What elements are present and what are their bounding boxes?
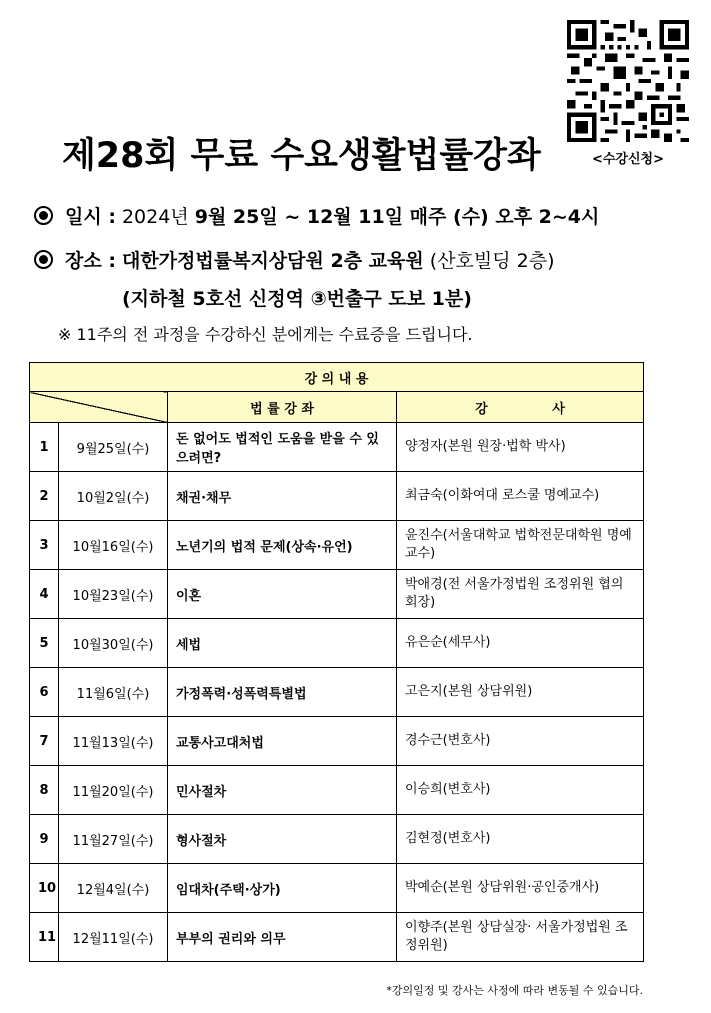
session-lecturer: 고은지(본원 상담위원) [397,668,644,717]
table-row [30,864,644,913]
session-number: 10 [30,864,59,913]
session-lecturer: 이승희(변호사) [397,766,644,815]
page-title: 제28회 무료 수요생활법률강좌 [62,136,541,176]
session-topic: 임대차(주택·상가) [168,864,397,913]
session-topic: 형사절차 [168,815,397,864]
table-row [30,668,644,717]
place-building: (산호빌딩 2층) [429,250,555,272]
session-date: 10월30일(수) [59,619,168,668]
column-header-lecturer: 강 사 [397,392,644,423]
place-directions: (지하철 5호선 신정역 ③번출구 도보 1분) [122,288,472,310]
session-topic: 이혼 [168,570,397,619]
qr-caption: <수강신청> [591,152,665,167]
session-number: 1 [30,423,59,472]
qr-code[interactable] [567,20,689,142]
session-lecturer: 이향주(본원 상담실장· 서울가정법원 조정위원) [397,913,644,962]
session-date: 11월27일(수) [59,815,168,864]
session-topic: 가정폭력·성폭력특별법 [168,668,397,717]
lecture-schedule-table [29,362,644,962]
date-year: 2024년 [121,206,189,228]
place-label: 장소 : [65,250,116,272]
table-row [30,766,644,815]
table-row [30,472,644,521]
session-topic: 민사절차 [168,766,397,815]
session-date: 11월6일(수) [59,668,168,717]
section-header: 강 의 내 용 [30,363,644,392]
session-date: 12월4일(수) [59,864,168,913]
column-header-topic: 법 률 강 좌 [168,392,397,423]
table-row [30,815,644,864]
place-name: 대한가정법률복지상담원 2층 교육원 [121,250,424,272]
session-lecturer: 경수근(변호사) [397,717,644,766]
session-number: 6 [30,668,59,717]
table-column-header-row [30,392,644,423]
date-label: 일시 : [65,206,116,228]
bullet-icon [34,206,53,225]
completion-notice: ※ 11주의 전 과정을 수강하신 분에게는 수료증을 드립니다. [58,325,473,344]
session-date: 9월25일(수) [59,423,168,472]
diagonal-header-cell [30,392,168,423]
session-date: 10월16일(수) [59,521,168,570]
table-row [30,521,644,570]
session-number: 3 [30,521,59,570]
session-topic: 채권·채무 [168,472,397,521]
session-number: 9 [30,815,59,864]
table-row [30,423,644,472]
session-lecturer: 윤진수(서울대학교 법학전문대학원 명예교수) [397,521,644,570]
session-topic: 노년기의 법적 문제(상속·유언) [168,521,397,570]
session-lecturer: 유은순(세무사) [397,619,644,668]
table-row [30,570,644,619]
session-lecturer: 최금숙(이화여대 로스쿨 명예교수) [397,472,644,521]
session-lecturer: 양정자(본원 원장·법학 박사) [397,423,644,472]
table-row [30,619,644,668]
session-number: 8 [30,766,59,815]
place-line [34,246,555,273]
session-number: 11 [30,913,59,962]
session-lecturer: 박예순(본원 상담위원·공인중개사) [397,864,644,913]
table-row [30,913,644,962]
session-date: 11월20일(수) [59,766,168,815]
table-row [30,717,644,766]
table-section-header-row [30,363,644,392]
bullet-icon [34,250,53,269]
session-lecturer: 김현정(변호사) [397,815,644,864]
footnote: *강의일정 및 강사는 사정에 따라 변동될 수 있습니다. [386,984,643,997]
date-line [34,202,599,229]
session-date: 11월13일(수) [59,717,168,766]
session-number: 7 [30,717,59,766]
session-date: 10월23일(수) [59,570,168,619]
session-topic: 돈 없어도 법적인 도움을 받을 수 있으려면? [168,423,397,472]
session-topic: 세법 [168,619,397,668]
session-number: 4 [30,570,59,619]
session-date: 10월2일(수) [59,472,168,521]
session-topic: 부부의 권리와 의무 [168,913,397,962]
date-range: 9월 25일 ~ 12월 11일 매주 (수) 오후 2~4시 [194,206,600,228]
session-number: 2 [30,472,59,521]
session-lecturer: 박애경(전 서울가정법원 조정위원 협의회장) [397,570,644,619]
session-date: 12월11일(수) [59,913,168,962]
session-topic: 교통사고대처법 [168,717,397,766]
session-number: 5 [30,619,59,668]
